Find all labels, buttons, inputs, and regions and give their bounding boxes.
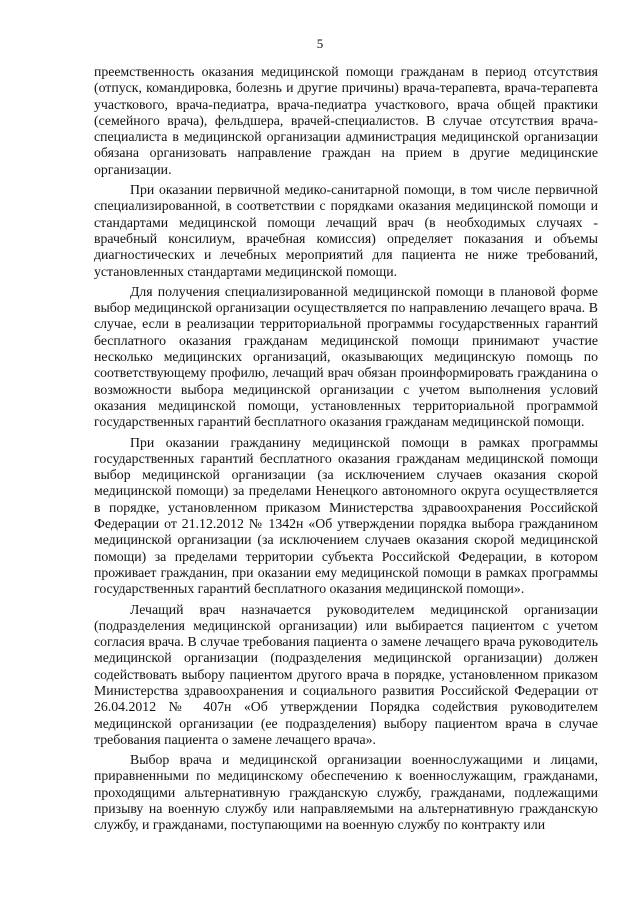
paragraph: Лечащий врач назначается руководителем медицинской организации (подразделения медицинской организации) или выбирается пациентом с учетом согласия врача. В случае требования пациента о замене лечащего врача руководитель медицинской организации (подразделения медицинской организации) должен содействовать выбору пациентом другого врача в порядке, установленном приказом Министерства здравоохранения и социального развития Российской Федерации от 26.04.2012 № 407н «Об утверждении Порядка содействия руководителем медицинской организации (ее подразделения) выбору пациентом врача в случае требования пациента о замене лечащего врача».	[94, 601, 598, 747]
page-number: 5	[316, 36, 324, 51]
paragraph: При оказании гражданину медицинской помощи в рамках программы государственных гарантий бесплатного оказания гражданам медицинской помощи выбор медицинской организации (за исключением случаев оказания скорой медицинской помощи) за пределами Ненецкого автономного округа осуществляется в порядке, установленном приказом Министерства здравоохранения Российской Федерации от 21.12.2012 № 1342н «Об утверждении порядка выбора гражданином медицинской организации (за исключением случаев оказания скорой медицинской помощи) за пределами территории субъекта Российской Федерации, в котором проживает гражданин, при оказании ему медицинской помощи в рамках программы государственных гарантий бесплатного оказания медицинской помощи».	[94, 434, 598, 597]
body-text	[94, 64, 598, 838]
paragraph: Выбор врача и медицинской организации военнослужащими и лицами, приравненными по медицинскому обеспечению к военнослужащим, гражданами, проходящими альтернативную гражданскую службу, гражданами, подлежащими призыву на военную службу или направляемыми на альтернативную гражданскую службу, и гражданами, поступающими на военную службу по контракту или	[94, 752, 598, 833]
paragraph: Для получения специализированной медицинской помощи в плановой форме выбор медицинской организации осуществляется по направлению лечащего врача. В случае, если в реализации территориальной программы государственных гарантий бесплатного оказания гражданам медицинской помощи принимают участие несколько медицинских организаций, оказывающих медицинскую помощь по соответствующему профилю, лечащий врач обязан проинформировать гражданина о возможности выбора медицинской организации с учетом выполнения условий оказания медицинской помощи, установленных территориальной программой государственных гарантий бесплатного оказания гражданам медицинской помощи.	[94, 283, 598, 430]
paragraph: преемственность оказания медицинской помощи гражданам в период отсутствия (отпуск, командировка, болезнь и другие причины) врача-терапевта, врача-терапевта участкового, врача-педиатра, врача-педиатра участкового, врача общей практики (семейного врача), фельдшера, врачей-специалистов. В случае отсутствия врача-специалиста в медицинской организации администрация медицинской организации обязана организовать направление граждан на прием в другие медицинские организации.	[94, 64, 598, 177]
paragraph: При оказании первичной медико-санитарной помощи, в том числе первичной специализированной, в соответствии с порядками оказания медицинской помощи и стандартами медицинской помощи лечащий врач (в необходимых случаях - врачебный консилиум, врачебная комиссия) определяет показания и объемы диагностических и лечебных мероприятий для пациента не ниже требований, установленных стандартами медицинской помощи.	[94, 182, 598, 279]
